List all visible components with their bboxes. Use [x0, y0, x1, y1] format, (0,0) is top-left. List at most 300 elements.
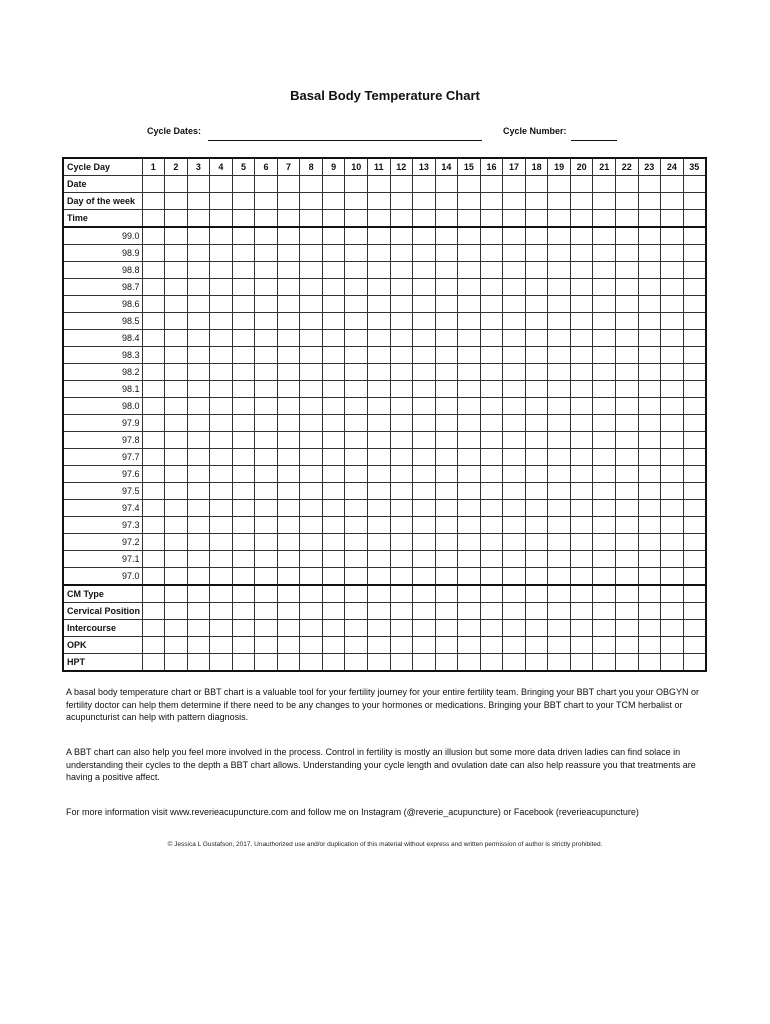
entry-cell[interactable] — [570, 466, 593, 483]
entry-cell[interactable] — [232, 603, 255, 620]
entry-cell[interactable] — [525, 637, 548, 654]
entry-cell[interactable] — [458, 227, 481, 245]
entry-cell[interactable] — [390, 296, 413, 313]
entry-cell[interactable] — [480, 466, 503, 483]
entry-cell[interactable] — [413, 262, 436, 279]
entry-cell[interactable] — [232, 568, 255, 586]
entry-cell[interactable] — [255, 654, 278, 672]
entry-cell[interactable] — [390, 500, 413, 517]
entry-cell[interactable] — [187, 347, 210, 364]
entry-cell[interactable] — [232, 585, 255, 603]
entry-cell[interactable] — [435, 364, 458, 381]
entry-cell[interactable] — [480, 483, 503, 500]
entry-cell[interactable] — [413, 398, 436, 415]
entry-cell[interactable] — [503, 262, 526, 279]
entry-cell[interactable] — [277, 415, 300, 432]
entry-cell[interactable] — [480, 296, 503, 313]
entry-cell[interactable] — [300, 534, 323, 551]
entry-cell[interactable] — [345, 654, 368, 672]
entry-cell[interactable] — [480, 245, 503, 262]
entry-cell[interactable] — [367, 210, 390, 228]
entry-cell[interactable] — [187, 568, 210, 586]
entry-cell[interactable] — [255, 296, 278, 313]
entry-cell[interactable] — [277, 637, 300, 654]
entry-cell[interactable] — [638, 551, 661, 568]
entry-cell[interactable] — [142, 551, 165, 568]
entry-cell[interactable] — [413, 500, 436, 517]
entry-cell[interactable] — [390, 313, 413, 330]
entry-cell[interactable] — [615, 415, 638, 432]
entry-cell[interactable] — [165, 296, 188, 313]
entry-cell[interactable] — [435, 296, 458, 313]
entry-cell[interactable] — [413, 483, 436, 500]
entry-cell[interactable] — [615, 603, 638, 620]
entry-cell[interactable] — [435, 568, 458, 586]
entry-cell[interactable] — [390, 603, 413, 620]
entry-cell[interactable] — [458, 500, 481, 517]
entry-cell[interactable] — [165, 176, 188, 193]
entry-cell[interactable] — [525, 398, 548, 415]
entry-cell[interactable] — [255, 347, 278, 364]
entry-cell[interactable] — [367, 330, 390, 347]
entry-cell[interactable] — [210, 568, 233, 586]
entry-cell[interactable] — [593, 262, 616, 279]
entry-cell[interactable] — [255, 620, 278, 637]
entry-cell[interactable] — [570, 245, 593, 262]
entry-cell[interactable] — [142, 568, 165, 586]
entry-cell[interactable] — [593, 296, 616, 313]
entry-cell[interactable] — [390, 483, 413, 500]
entry-cell[interactable] — [480, 585, 503, 603]
entry-cell[interactable] — [615, 381, 638, 398]
entry-cell[interactable] — [300, 262, 323, 279]
entry-cell[interactable] — [458, 432, 481, 449]
entry-cell[interactable] — [593, 551, 616, 568]
entry-cell[interactable] — [413, 364, 436, 381]
entry-cell[interactable] — [390, 176, 413, 193]
entry-cell[interactable] — [390, 654, 413, 672]
entry-cell[interactable] — [322, 398, 345, 415]
entry-cell[interactable] — [570, 210, 593, 228]
entry-cell[interactable] — [683, 466, 706, 483]
entry-cell[interactable] — [503, 654, 526, 672]
entry-cell[interactable] — [525, 432, 548, 449]
entry-cell[interactable] — [277, 210, 300, 228]
entry-cell[interactable] — [300, 620, 323, 637]
entry-cell[interactable] — [593, 466, 616, 483]
entry-cell[interactable] — [480, 347, 503, 364]
entry-cell[interactable] — [480, 364, 503, 381]
entry-cell[interactable] — [187, 193, 210, 210]
entry-cell[interactable] — [300, 637, 323, 654]
entry-cell[interactable] — [322, 313, 345, 330]
entry-cell[interactable] — [683, 313, 706, 330]
entry-cell[interactable] — [593, 483, 616, 500]
entry-cell[interactable] — [390, 449, 413, 466]
entry-cell[interactable] — [683, 364, 706, 381]
entry-cell[interactable] — [525, 210, 548, 228]
entry-cell[interactable] — [570, 176, 593, 193]
entry-cell[interactable] — [525, 654, 548, 672]
entry-cell[interactable] — [593, 330, 616, 347]
entry-cell[interactable] — [232, 398, 255, 415]
entry-cell[interactable] — [570, 432, 593, 449]
entry-cell[interactable] — [210, 500, 233, 517]
entry-cell[interactable] — [345, 364, 368, 381]
entry-cell[interactable] — [300, 466, 323, 483]
entry-cell[interactable] — [413, 210, 436, 228]
entry-cell[interactable] — [165, 483, 188, 500]
entry-cell[interactable] — [615, 483, 638, 500]
entry-cell[interactable] — [367, 313, 390, 330]
entry-cell[interactable] — [525, 313, 548, 330]
entry-cell[interactable] — [255, 551, 278, 568]
entry-cell[interactable] — [435, 466, 458, 483]
entry-cell[interactable] — [525, 296, 548, 313]
entry-cell[interactable] — [570, 534, 593, 551]
entry-cell[interactable] — [593, 603, 616, 620]
entry-cell[interactable] — [615, 551, 638, 568]
entry-cell[interactable] — [480, 330, 503, 347]
entry-cell[interactable] — [638, 654, 661, 672]
entry-cell[interactable] — [525, 603, 548, 620]
entry-cell[interactable] — [413, 415, 436, 432]
entry-cell[interactable] — [458, 347, 481, 364]
entry-cell[interactable] — [661, 432, 684, 449]
entry-cell[interactable] — [255, 398, 278, 415]
entry-cell[interactable] — [277, 245, 300, 262]
entry-cell[interactable] — [615, 193, 638, 210]
entry-cell[interactable] — [232, 193, 255, 210]
entry-cell[interactable] — [322, 330, 345, 347]
entry-cell[interactable] — [165, 415, 188, 432]
entry-cell[interactable] — [142, 585, 165, 603]
entry-cell[interactable] — [480, 449, 503, 466]
entry-cell[interactable] — [413, 517, 436, 534]
entry-cell[interactable] — [503, 432, 526, 449]
entry-cell[interactable] — [255, 568, 278, 586]
entry-cell[interactable] — [187, 534, 210, 551]
entry-cell[interactable] — [187, 313, 210, 330]
entry-cell[interactable] — [187, 449, 210, 466]
entry-cell[interactable] — [458, 279, 481, 296]
entry-cell[interactable] — [277, 381, 300, 398]
entry-cell[interactable] — [548, 534, 571, 551]
entry-cell[interactable] — [165, 654, 188, 672]
entry-cell[interactable] — [255, 483, 278, 500]
entry-cell[interactable] — [480, 398, 503, 415]
entry-cell[interactable] — [210, 330, 233, 347]
entry-cell[interactable] — [187, 210, 210, 228]
entry-cell[interactable] — [165, 245, 188, 262]
entry-cell[interactable] — [593, 568, 616, 586]
entry-cell[interactable] — [683, 654, 706, 672]
entry-cell[interactable] — [413, 585, 436, 603]
entry-cell[interactable] — [277, 279, 300, 296]
entry-cell[interactable] — [232, 227, 255, 245]
entry-cell[interactable] — [570, 364, 593, 381]
entry-cell[interactable] — [661, 398, 684, 415]
entry-cell[interactable] — [480, 534, 503, 551]
entry-cell[interactable] — [480, 279, 503, 296]
entry-cell[interactable] — [435, 603, 458, 620]
entry-cell[interactable] — [593, 432, 616, 449]
entry-cell[interactable] — [390, 432, 413, 449]
entry-cell[interactable] — [367, 568, 390, 586]
entry-cell[interactable] — [255, 381, 278, 398]
entry-cell[interactable] — [593, 637, 616, 654]
entry-cell[interactable] — [435, 227, 458, 245]
entry-cell[interactable] — [277, 551, 300, 568]
entry-cell[interactable] — [638, 296, 661, 313]
entry-cell[interactable] — [683, 620, 706, 637]
entry-cell[interactable] — [683, 534, 706, 551]
entry-cell[interactable] — [570, 296, 593, 313]
entry-cell[interactable] — [322, 432, 345, 449]
entry-cell[interactable] — [503, 534, 526, 551]
entry-cell[interactable] — [525, 466, 548, 483]
entry-cell[interactable] — [593, 585, 616, 603]
entry-cell[interactable] — [322, 654, 345, 672]
entry-cell[interactable] — [322, 415, 345, 432]
entry-cell[interactable] — [210, 637, 233, 654]
entry-cell[interactable] — [570, 654, 593, 672]
entry-cell[interactable] — [345, 381, 368, 398]
entry-cell[interactable] — [525, 534, 548, 551]
entry-cell[interactable] — [480, 313, 503, 330]
entry-cell[interactable] — [210, 432, 233, 449]
entry-cell[interactable] — [503, 585, 526, 603]
entry-cell[interactable] — [142, 313, 165, 330]
entry-cell[interactable] — [300, 381, 323, 398]
entry-cell[interactable] — [232, 551, 255, 568]
entry-cell[interactable] — [210, 381, 233, 398]
entry-cell[interactable] — [525, 193, 548, 210]
entry-cell[interactable] — [165, 193, 188, 210]
entry-cell[interactable] — [525, 330, 548, 347]
entry-cell[interactable] — [435, 500, 458, 517]
entry-cell[interactable] — [345, 262, 368, 279]
entry-cell[interactable] — [570, 381, 593, 398]
entry-cell[interactable] — [187, 245, 210, 262]
entry-cell[interactable] — [390, 466, 413, 483]
entry-cell[interactable] — [548, 330, 571, 347]
entry-cell[interactable] — [322, 210, 345, 228]
entry-cell[interactable] — [570, 227, 593, 245]
entry-cell[interactable] — [187, 176, 210, 193]
entry-cell[interactable] — [390, 193, 413, 210]
entry-cell[interactable] — [661, 603, 684, 620]
entry-cell[interactable] — [615, 654, 638, 672]
entry-cell[interactable] — [548, 603, 571, 620]
entry-cell[interactable] — [458, 176, 481, 193]
entry-cell[interactable] — [638, 449, 661, 466]
entry-cell[interactable] — [480, 227, 503, 245]
entry-cell[interactable] — [277, 483, 300, 500]
entry-cell[interactable] — [661, 381, 684, 398]
entry-cell[interactable] — [661, 227, 684, 245]
entry-cell[interactable] — [593, 500, 616, 517]
entry-cell[interactable] — [345, 279, 368, 296]
entry-cell[interactable] — [187, 585, 210, 603]
entry-cell[interactable] — [683, 603, 706, 620]
entry-cell[interactable] — [390, 330, 413, 347]
entry-cell[interactable] — [165, 603, 188, 620]
entry-cell[interactable] — [165, 227, 188, 245]
entry-cell[interactable] — [232, 245, 255, 262]
entry-cell[interactable] — [210, 193, 233, 210]
entry-cell[interactable] — [232, 279, 255, 296]
entry-cell[interactable] — [638, 262, 661, 279]
entry-cell[interactable] — [413, 296, 436, 313]
entry-cell[interactable] — [345, 432, 368, 449]
entry-cell[interactable] — [503, 210, 526, 228]
entry-cell[interactable] — [661, 415, 684, 432]
entry-cell[interactable] — [187, 637, 210, 654]
entry-cell[interactable] — [548, 517, 571, 534]
entry-cell[interactable] — [458, 330, 481, 347]
entry-cell[interactable] — [142, 603, 165, 620]
entry-cell[interactable] — [165, 210, 188, 228]
entry-cell[interactable] — [548, 637, 571, 654]
entry-cell[interactable] — [165, 262, 188, 279]
entry-cell[interactable] — [593, 415, 616, 432]
entry-cell[interactable] — [413, 551, 436, 568]
entry-cell[interactable] — [525, 585, 548, 603]
entry-cell[interactable] — [503, 330, 526, 347]
entry-cell[interactable] — [458, 534, 481, 551]
entry-cell[interactable] — [593, 347, 616, 364]
entry-cell[interactable] — [255, 534, 278, 551]
entry-cell[interactable] — [142, 637, 165, 654]
entry-cell[interactable] — [142, 517, 165, 534]
entry-cell[interactable] — [187, 227, 210, 245]
entry-cell[interactable] — [367, 432, 390, 449]
entry-cell[interactable] — [615, 296, 638, 313]
entry-cell[interactable] — [638, 620, 661, 637]
entry-cell[interactable] — [638, 415, 661, 432]
entry-cell[interactable] — [255, 279, 278, 296]
entry-cell[interactable] — [210, 210, 233, 228]
entry-cell[interactable] — [232, 176, 255, 193]
entry-cell[interactable] — [683, 245, 706, 262]
entry-cell[interactable] — [390, 534, 413, 551]
entry-cell[interactable] — [367, 176, 390, 193]
entry-cell[interactable] — [593, 654, 616, 672]
entry-cell[interactable] — [165, 637, 188, 654]
entry-cell[interactable] — [367, 296, 390, 313]
entry-cell[interactable] — [232, 534, 255, 551]
entry-cell[interactable] — [367, 279, 390, 296]
entry-cell[interactable] — [255, 637, 278, 654]
entry-cell[interactable] — [480, 654, 503, 672]
entry-cell[interactable] — [232, 364, 255, 381]
entry-cell[interactable] — [525, 381, 548, 398]
entry-cell[interactable] — [548, 347, 571, 364]
entry-cell[interactable] — [277, 466, 300, 483]
entry-cell[interactable] — [165, 534, 188, 551]
entry-cell[interactable] — [413, 381, 436, 398]
entry-cell[interactable] — [593, 227, 616, 245]
entry-cell[interactable] — [232, 210, 255, 228]
entry-cell[interactable] — [210, 347, 233, 364]
entry-cell[interactable] — [615, 279, 638, 296]
entry-cell[interactable] — [210, 176, 233, 193]
entry-cell[interactable] — [345, 347, 368, 364]
entry-cell[interactable] — [413, 466, 436, 483]
entry-cell[interactable] — [683, 262, 706, 279]
entry-cell[interactable] — [683, 483, 706, 500]
entry-cell[interactable] — [165, 432, 188, 449]
entry-cell[interactable] — [570, 398, 593, 415]
entry-cell[interactable] — [683, 381, 706, 398]
entry-cell[interactable] — [638, 381, 661, 398]
entry-cell[interactable] — [345, 637, 368, 654]
entry-cell[interactable] — [367, 347, 390, 364]
entry-cell[interactable] — [187, 483, 210, 500]
entry-cell[interactable] — [390, 568, 413, 586]
entry-cell[interactable] — [277, 176, 300, 193]
entry-cell[interactable] — [232, 347, 255, 364]
entry-cell[interactable] — [548, 245, 571, 262]
entry-cell[interactable] — [593, 245, 616, 262]
entry-cell[interactable] — [300, 483, 323, 500]
entry-cell[interactable] — [345, 483, 368, 500]
entry-cell[interactable] — [548, 210, 571, 228]
entry-cell[interactable] — [277, 364, 300, 381]
entry-cell[interactable] — [638, 279, 661, 296]
entry-cell[interactable] — [458, 449, 481, 466]
entry-cell[interactable] — [367, 364, 390, 381]
entry-cell[interactable] — [661, 637, 684, 654]
entry-cell[interactable] — [548, 313, 571, 330]
entry-cell[interactable] — [615, 517, 638, 534]
entry-cell[interactable] — [413, 654, 436, 672]
entry-cell[interactable] — [367, 500, 390, 517]
entry-cell[interactable] — [142, 210, 165, 228]
entry-cell[interactable] — [683, 500, 706, 517]
entry-cell[interactable] — [322, 637, 345, 654]
entry-cell[interactable] — [525, 551, 548, 568]
entry-cell[interactable] — [142, 534, 165, 551]
entry-cell[interactable] — [345, 398, 368, 415]
entry-cell[interactable] — [277, 620, 300, 637]
entry-cell[interactable] — [435, 262, 458, 279]
entry-cell[interactable] — [345, 245, 368, 262]
entry-cell[interactable] — [165, 551, 188, 568]
entry-cell[interactable] — [232, 620, 255, 637]
entry-cell[interactable] — [638, 585, 661, 603]
entry-cell[interactable] — [503, 500, 526, 517]
entry-cell[interactable] — [210, 262, 233, 279]
entry-cell[interactable] — [570, 347, 593, 364]
entry-cell[interactable] — [165, 381, 188, 398]
entry-cell[interactable] — [458, 415, 481, 432]
entry-cell[interactable] — [480, 500, 503, 517]
entry-cell[interactable] — [615, 637, 638, 654]
entry-cell[interactable] — [661, 500, 684, 517]
entry-cell[interactable] — [503, 245, 526, 262]
entry-cell[interactable] — [570, 483, 593, 500]
entry-cell[interactable] — [638, 534, 661, 551]
entry-cell[interactable] — [187, 415, 210, 432]
entry-cell[interactable] — [322, 245, 345, 262]
entry-cell[interactable] — [458, 483, 481, 500]
entry-cell[interactable] — [638, 500, 661, 517]
entry-cell[interactable] — [165, 398, 188, 415]
entry-cell[interactable] — [548, 466, 571, 483]
entry-cell[interactable] — [435, 381, 458, 398]
